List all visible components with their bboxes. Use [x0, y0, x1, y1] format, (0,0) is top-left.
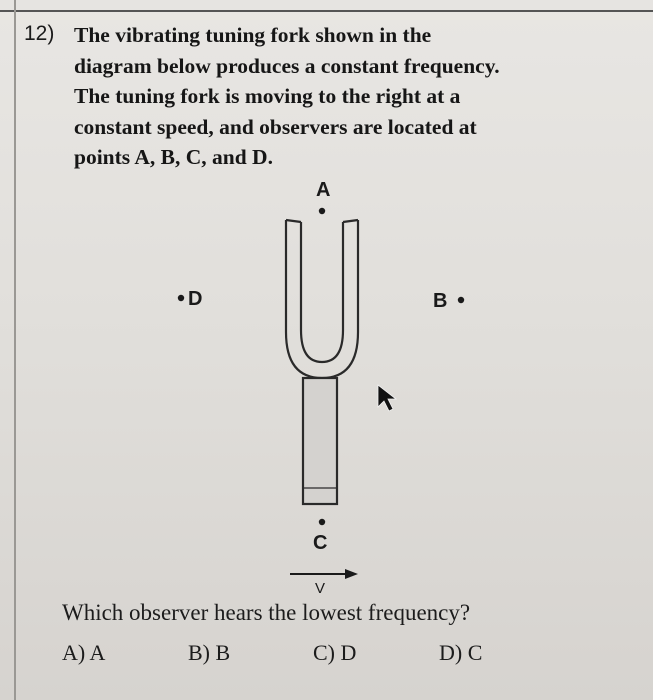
answer-choice-c[interactable]: C) D	[313, 640, 357, 665]
question-number: 12)	[24, 22, 55, 45]
fork-handle	[303, 378, 337, 504]
fork-left-prong-tip	[286, 220, 301, 222]
question-line: The tuning fork is moving to the right at a	[74, 84, 461, 108]
velocity-label: V	[315, 580, 326, 597]
observer-d-label: D	[188, 288, 203, 310]
question-line: The vibrating tuning fork shown in the	[74, 23, 432, 47]
observer-b-label: B	[433, 290, 448, 312]
fork-right-prong-tip	[343, 220, 358, 222]
mouse-cursor-icon	[378, 385, 396, 411]
observer-d-dot	[178, 295, 184, 301]
fork-inner-outline	[301, 222, 343, 362]
question-prompt: Which observer hears the lowest frequency?	[62, 600, 471, 625]
velocity-arrow-head	[345, 569, 358, 579]
observer-a-label: A	[316, 179, 331, 201]
velocity-arrow	[290, 569, 358, 579]
question-line: points A, B, C, and D.	[74, 145, 273, 169]
answer-choice-b[interactable]: B) B	[188, 640, 231, 665]
observer-b-dot	[458, 297, 464, 303]
answer-choice-d[interactable]: D) C	[439, 640, 483, 665]
question-line: diagram below produces a constant frequency.	[74, 53, 500, 78]
answer-choice-a[interactable]: A) A	[62, 640, 106, 665]
fork-outer-outline	[286, 220, 358, 378]
tuning-fork	[286, 220, 358, 504]
observer-a-dot	[319, 208, 325, 214]
observer-c-dot	[319, 519, 325, 525]
question-line: constant speed, and observers are located at	[74, 114, 477, 139]
observer-c-label: C	[313, 532, 328, 554]
